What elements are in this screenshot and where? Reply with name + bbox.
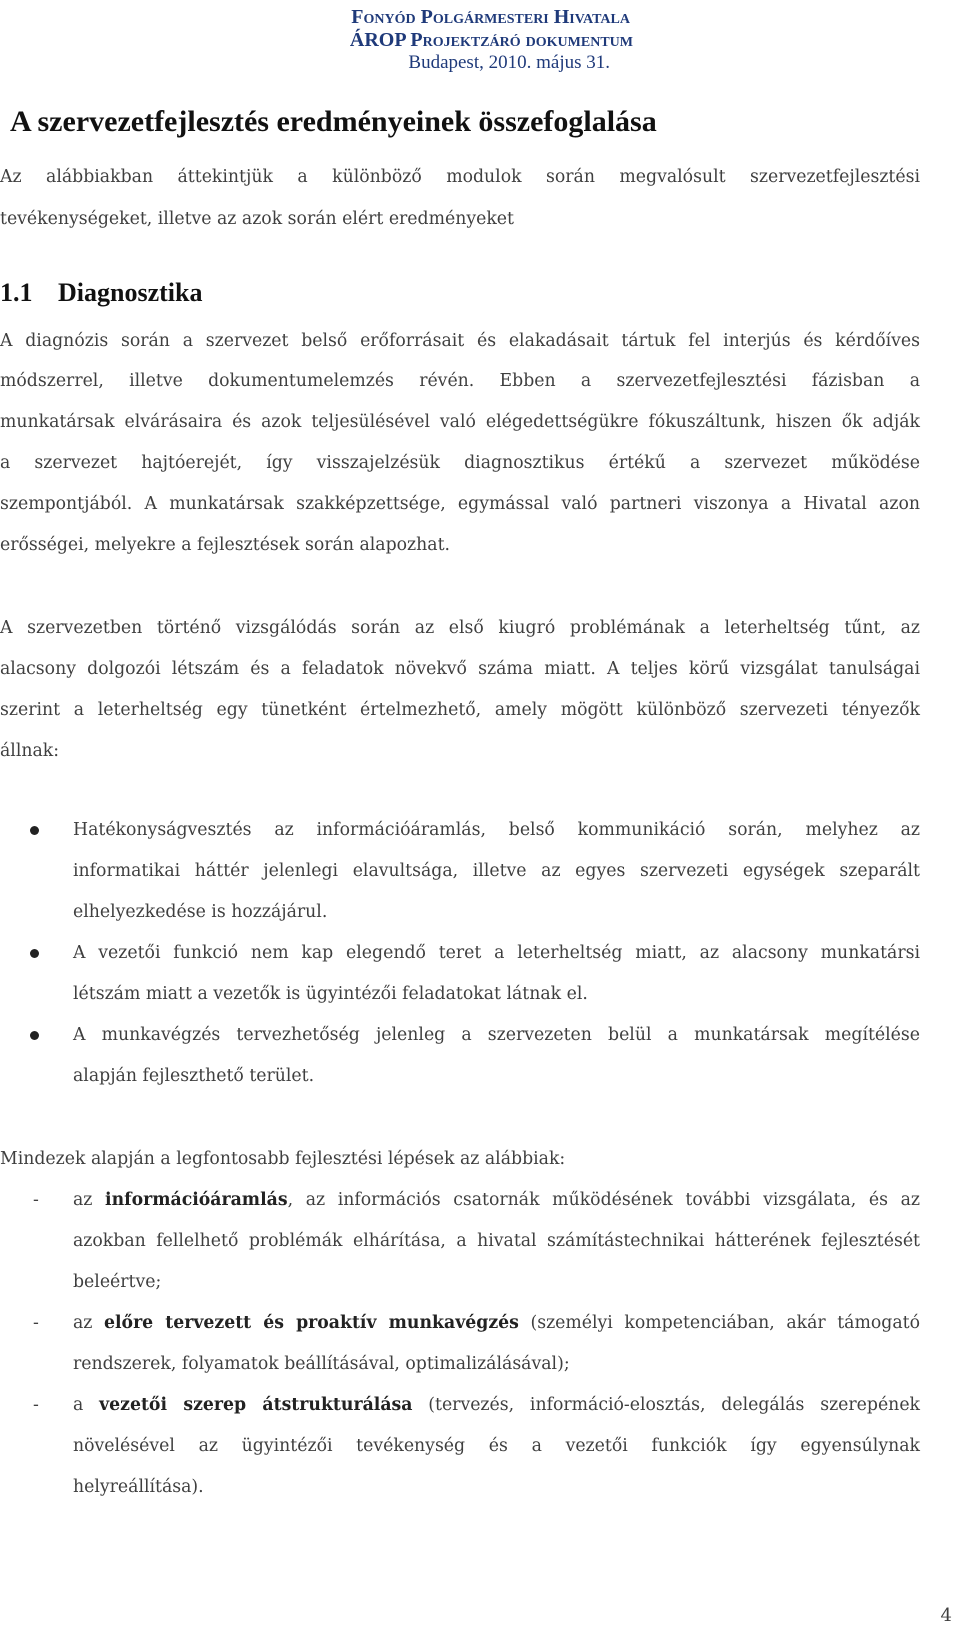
section-heading [0,278,202,308]
paragraph-line: szempontjából. A munkatársak szakképzettsége, egymással való partneri viszonya a Hivatal azon [0,494,920,514]
bullet-line: informatikai háttér jelenlegi elavultsága, illetve az egyes szervezeti egységek szeparált [73,861,920,881]
page-title: A szervezetfejlesztés eredményeinek összefoglalása [10,105,657,138]
step-line: azokban fellelhető problémák elhárítása, a hivatal számítástechnikai hátterének fejlesztését [73,1231,920,1251]
bullet-line: elhelyezkedése is hozzájárul. [73,902,328,922]
step-keyword: információáramlás [105,1190,288,1210]
paragraph-line: munkatársak elvárásaira és azok teljesülésével való elégedettségükre fókuszáltunk, hiszen ők adják [0,412,920,432]
bullet-icon [30,949,39,958]
bullet-line: alapján fejleszthető terület. [73,1066,315,1086]
bullet-line: Hatékonyságvesztés az információáramlás, belső kommunikáció során, melyhez az [73,820,920,840]
step-keyword: előre tervezett és proaktív munkavégzés [103,1313,519,1333]
paragraph-line: A szervezetben történő vizsgálódás során az első kiugró problémának a leterheltség tűnt, az [0,618,920,638]
header-organization: Fonyód Polgármesteri Hivatala [351,6,630,28]
paragraph-line: A diagnózis során a szervezet belső erőforrásait és elakadásait tártuk fel interjús és kérdőíves [0,331,920,351]
step-keyword: vezetői szerep átstrukturálása [99,1395,413,1415]
step-line: beleértve; [73,1272,162,1292]
step-line: a vezetői szerep átstrukturálása (tervezés, információ-elosztás, delegálás szerepének [73,1395,921,1415]
step-line: az előre tervezett és proaktív munkavégzés (személyi kompetenciában, akár támogató [73,1313,920,1333]
step-line: növelésével az ügyintézői tevékenység és a vezetői funkciók így egyensúlynak [73,1436,920,1456]
bullet-icon [30,1031,39,1040]
step-line: az információáramlás, az információs csatornák működésének további vizsgálata, és az [73,1190,920,1210]
bullet-line: létszám miatt a vezetők is ügyintézői feladatokat látnak el. [73,984,588,1004]
section-title: Diagnosztika [58,278,203,307]
bullet-line: A munkavégzés tervezhetőség jelenleg a szervezeten belül a munkatársak megítélése [73,1025,920,1045]
bullet-line: A vezetői funkció nem kap elegendő teret a leterheltség miatt, az alacsony munkatársi [73,943,920,963]
paragraph-line: állnak: [0,741,60,761]
bullet-icon [30,826,39,835]
paragraph-line: erősségei, melyekre a fejlesztések során alapozhat. [0,535,451,555]
paragraph-line: alacsony dolgozói létszám és a feladatok növekvő száma miatt. A teljes körű vizsgálat tanulságai [0,659,920,679]
header-document-type: ÁROP Projektzáró dokumentum [349,29,633,51]
header-date: Budapest, 2010. május 31. [408,52,610,73]
step-line: helyreállítása). [73,1477,204,1497]
intro-line: Az alábbiakban áttekintjük a különböző modulok során megvalósult szervezetfejlesztési [0,167,920,187]
dash-marker: - [33,1190,39,1210]
dash-marker: - [33,1395,39,1415]
paragraph-line: módszerrel, illetve dokumentumelemzés révén. Ebben a szervezetfejlesztési fázisban a [0,371,920,391]
paragraph-line: szerint a leterheltség egy tünetként értelmezhető, amely mögött különböző szervezeti tényezők [0,700,920,720]
intro-line: tevékenységeket, illetve az azok során elért eredményeket [0,209,514,229]
page-number: 4 [940,1605,952,1626]
section-number: 1.1 [0,278,33,307]
paragraph-line: a szervezet hajtóerejét, így visszajelzésük diagnosztikus értékű a szervezet működése [0,453,920,473]
steps-intro: Mindezek alapján a legfontosabb fejlesztési lépések az alábbiak: [0,1149,566,1169]
step-line: rendszerek, folyamatok beállításával, optimalizálásával); [73,1354,570,1374]
dash-marker: - [33,1313,39,1333]
